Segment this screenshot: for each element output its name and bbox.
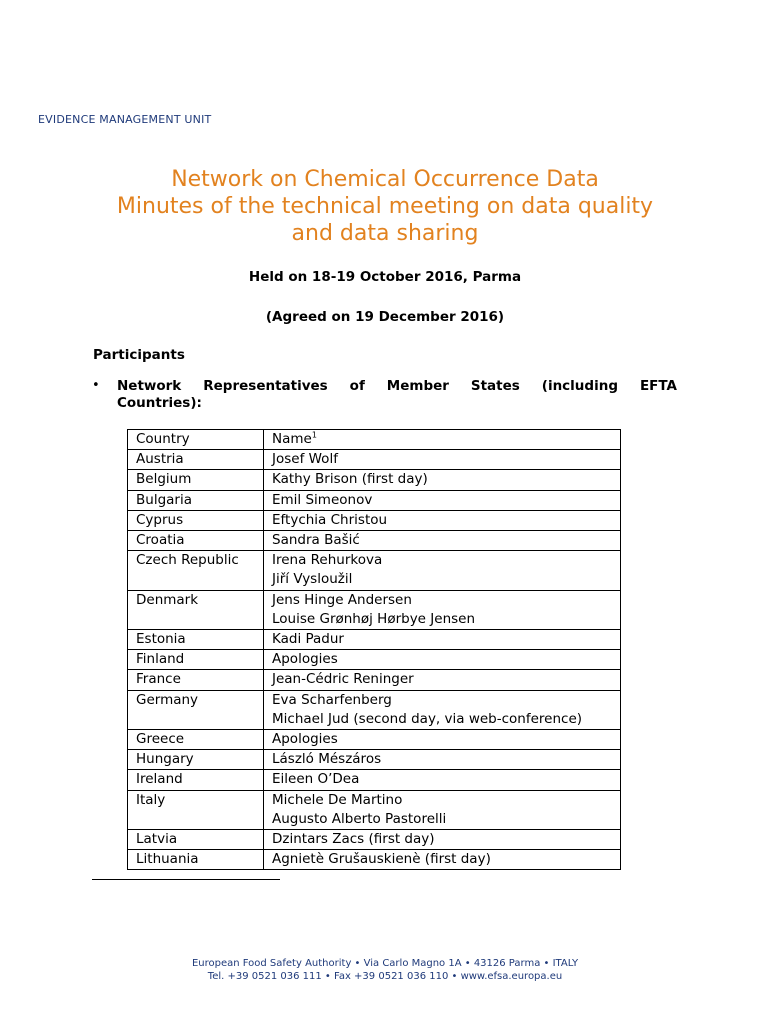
participant-name: Agnietè Grušauskienè (first day) xyxy=(272,851,491,868)
members-table xyxy=(127,429,621,870)
table-row xyxy=(128,670,621,690)
table-row xyxy=(128,770,621,790)
document-title xyxy=(0,166,770,247)
table-row xyxy=(128,790,621,829)
name-cell xyxy=(264,830,621,850)
title-line-3: and data sharing xyxy=(291,221,479,246)
header-name xyxy=(264,430,621,450)
name-cell xyxy=(264,470,621,490)
participant-name: Louise Grønhøj Hørbye Jensen xyxy=(272,610,476,627)
participant-name: Kathy Brison (first day) xyxy=(272,471,428,488)
country-cell: Croatia xyxy=(128,531,264,551)
agreed-date: (Agreed on 19 December 2016) xyxy=(265,309,505,325)
footer-address: European Food Safety Authority • Via Carlo Magno 1A • 43126 Parma • ITALY xyxy=(191,958,579,969)
name-cell xyxy=(264,630,621,650)
participant-name: Michael Jud (second day, via web-conference) xyxy=(272,710,583,727)
name-cell xyxy=(264,650,621,670)
country-cell: Estonia xyxy=(128,630,264,650)
name-cell xyxy=(264,551,621,590)
participant-name: Jean-Cédric Reninger xyxy=(272,671,414,688)
bullet-line-2: Countries): xyxy=(117,395,202,411)
header-country: Country xyxy=(128,430,264,450)
participant-name: Emil Simeonov xyxy=(272,491,373,508)
name-cell xyxy=(264,770,621,790)
page-footer xyxy=(0,957,770,983)
participants-heading: Participants xyxy=(93,347,185,363)
name-cell xyxy=(264,850,621,870)
country-cell: Hungary xyxy=(128,750,264,770)
table-header-row xyxy=(128,430,621,450)
table-row xyxy=(128,590,621,629)
name-cell xyxy=(264,450,621,470)
country-cell: Finland xyxy=(128,650,264,670)
name-cell xyxy=(264,490,621,510)
country-cell: Greece xyxy=(128,730,264,750)
country-cell: Bulgaria xyxy=(128,490,264,510)
name-cell xyxy=(264,750,621,770)
table-row xyxy=(128,650,621,670)
table-row xyxy=(128,850,621,870)
bullet-line-1: Network Representatives of Member States (including EFTA xyxy=(117,378,677,394)
participant-name: Eftychia Christou xyxy=(272,511,388,528)
country-cell: Denmark xyxy=(128,590,264,629)
participant-name: Eileen O’Dea xyxy=(272,771,360,788)
table-row xyxy=(128,490,621,510)
country-cell: Latvia xyxy=(128,830,264,850)
table-row xyxy=(128,750,621,770)
bullet-icon: • xyxy=(92,378,100,393)
footnote-marker: 1 xyxy=(311,430,317,440)
footnote-separator xyxy=(92,879,280,880)
participant-name: Michele De Martino xyxy=(272,791,403,808)
country-cell: Germany xyxy=(128,690,264,729)
country-cell: Cyprus xyxy=(128,510,264,530)
participant-name: Apologies xyxy=(272,651,338,668)
bullet-item xyxy=(117,378,677,412)
participant-name: Jens Hinge Andersen xyxy=(272,591,412,608)
participant-name: Irena Rehurkova xyxy=(272,552,383,569)
name-cell xyxy=(264,790,621,829)
meeting-date: Held on 18-19 October 2016, Parma xyxy=(248,269,522,285)
country-cell: Austria xyxy=(128,450,264,470)
table-row xyxy=(128,551,621,590)
name-cell xyxy=(264,531,621,551)
participant-name: Dzintars Zacs (first day) xyxy=(272,831,435,848)
header-name-label: Name xyxy=(272,431,312,447)
table-row xyxy=(128,730,621,750)
participant-name: Kadi Padur xyxy=(272,631,344,648)
table-row xyxy=(128,830,621,850)
participant-name: Apologies xyxy=(272,731,338,748)
participant-name: Augusto Alberto Pastorelli xyxy=(272,810,447,827)
name-cell xyxy=(264,690,621,729)
country-cell: Czech Republic xyxy=(128,551,264,590)
name-cell xyxy=(264,730,621,750)
table-row xyxy=(128,510,621,530)
name-cell xyxy=(264,510,621,530)
title-line-1: Network on Chemical Occurrence Data xyxy=(171,167,599,192)
participant-name: Sandra Bašić xyxy=(272,532,360,549)
participant-name: Eva Scharfenberg xyxy=(272,691,392,708)
country-cell: Lithuania xyxy=(128,850,264,870)
participant-name: Josef Wolf xyxy=(272,451,338,468)
name-cell xyxy=(264,670,621,690)
table-row xyxy=(128,531,621,551)
table-row xyxy=(128,450,621,470)
country-cell: France xyxy=(128,670,264,690)
table-row xyxy=(128,470,621,490)
table-row xyxy=(128,630,621,650)
participant-name: Jiří Vysloužil xyxy=(272,571,353,588)
country-cell: Italy xyxy=(128,790,264,829)
name-cell xyxy=(264,590,621,629)
country-cell: Belgium xyxy=(128,470,264,490)
title-line-2: Minutes of the technical meeting on data quality xyxy=(116,194,654,219)
participant-name: László Mészáros xyxy=(272,751,382,768)
footer-contact: Tel. +39 0521 036 111 • Fax +39 0521 036 110 • www.efsa.europa.eu xyxy=(207,971,563,982)
country-cell: Ireland xyxy=(128,770,264,790)
unit-label: EVIDENCE MANAGEMENT UNIT xyxy=(38,113,212,126)
table-row xyxy=(128,690,621,729)
